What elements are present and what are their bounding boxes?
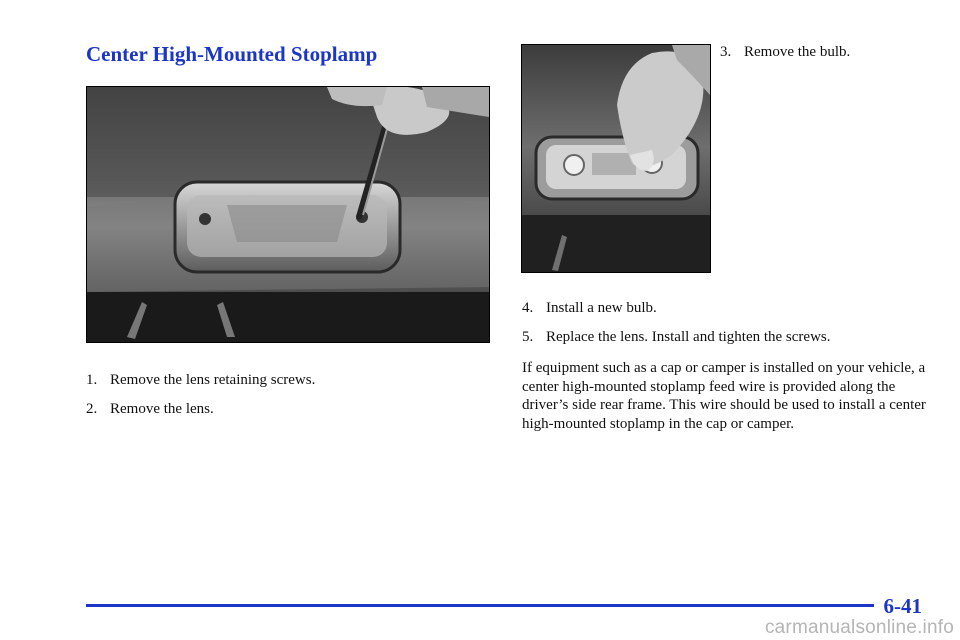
page-number: 6-41 [883,594,922,618]
step-text: Remove the lens. [110,401,214,417]
step-number: 2. [86,401,98,417]
step-4 [522,300,657,317]
step-text: Replace the lens. Install and tighten the screws. [546,329,831,345]
step-number: 4. [522,300,534,316]
stoplamp-bulb-removal-photo [521,44,711,273]
step-text: Remove the bulb. [744,44,851,60]
step-3 [720,44,850,61]
footer-rule [86,604,874,607]
step-number: 5. [522,329,534,345]
step-number: 3. [720,44,732,60]
step-1 [86,372,315,389]
stoplamp-screwdriver-photo [86,86,490,343]
section-title: Center High-Mounted Stoplamp [86,42,378,66]
step-5 [522,329,831,346]
watermark[interactable]: carmanualsonline.info [764,617,954,638]
camper-note-paragraph: If equipment such as a cap or camper is installed on your vehicle, a center high‑mounted stoplamp feed wire is provided along the driver’s side rear frame. This wire should be used to install a center high‑mounted stoplamp in the cap or camper. [522,360,926,432]
step-2 [86,401,214,418]
step-text: Remove the lens retaining screws. [110,372,316,388]
step-text: Install a new bulb. [546,300,657,316]
step-number: 1. [86,372,98,388]
